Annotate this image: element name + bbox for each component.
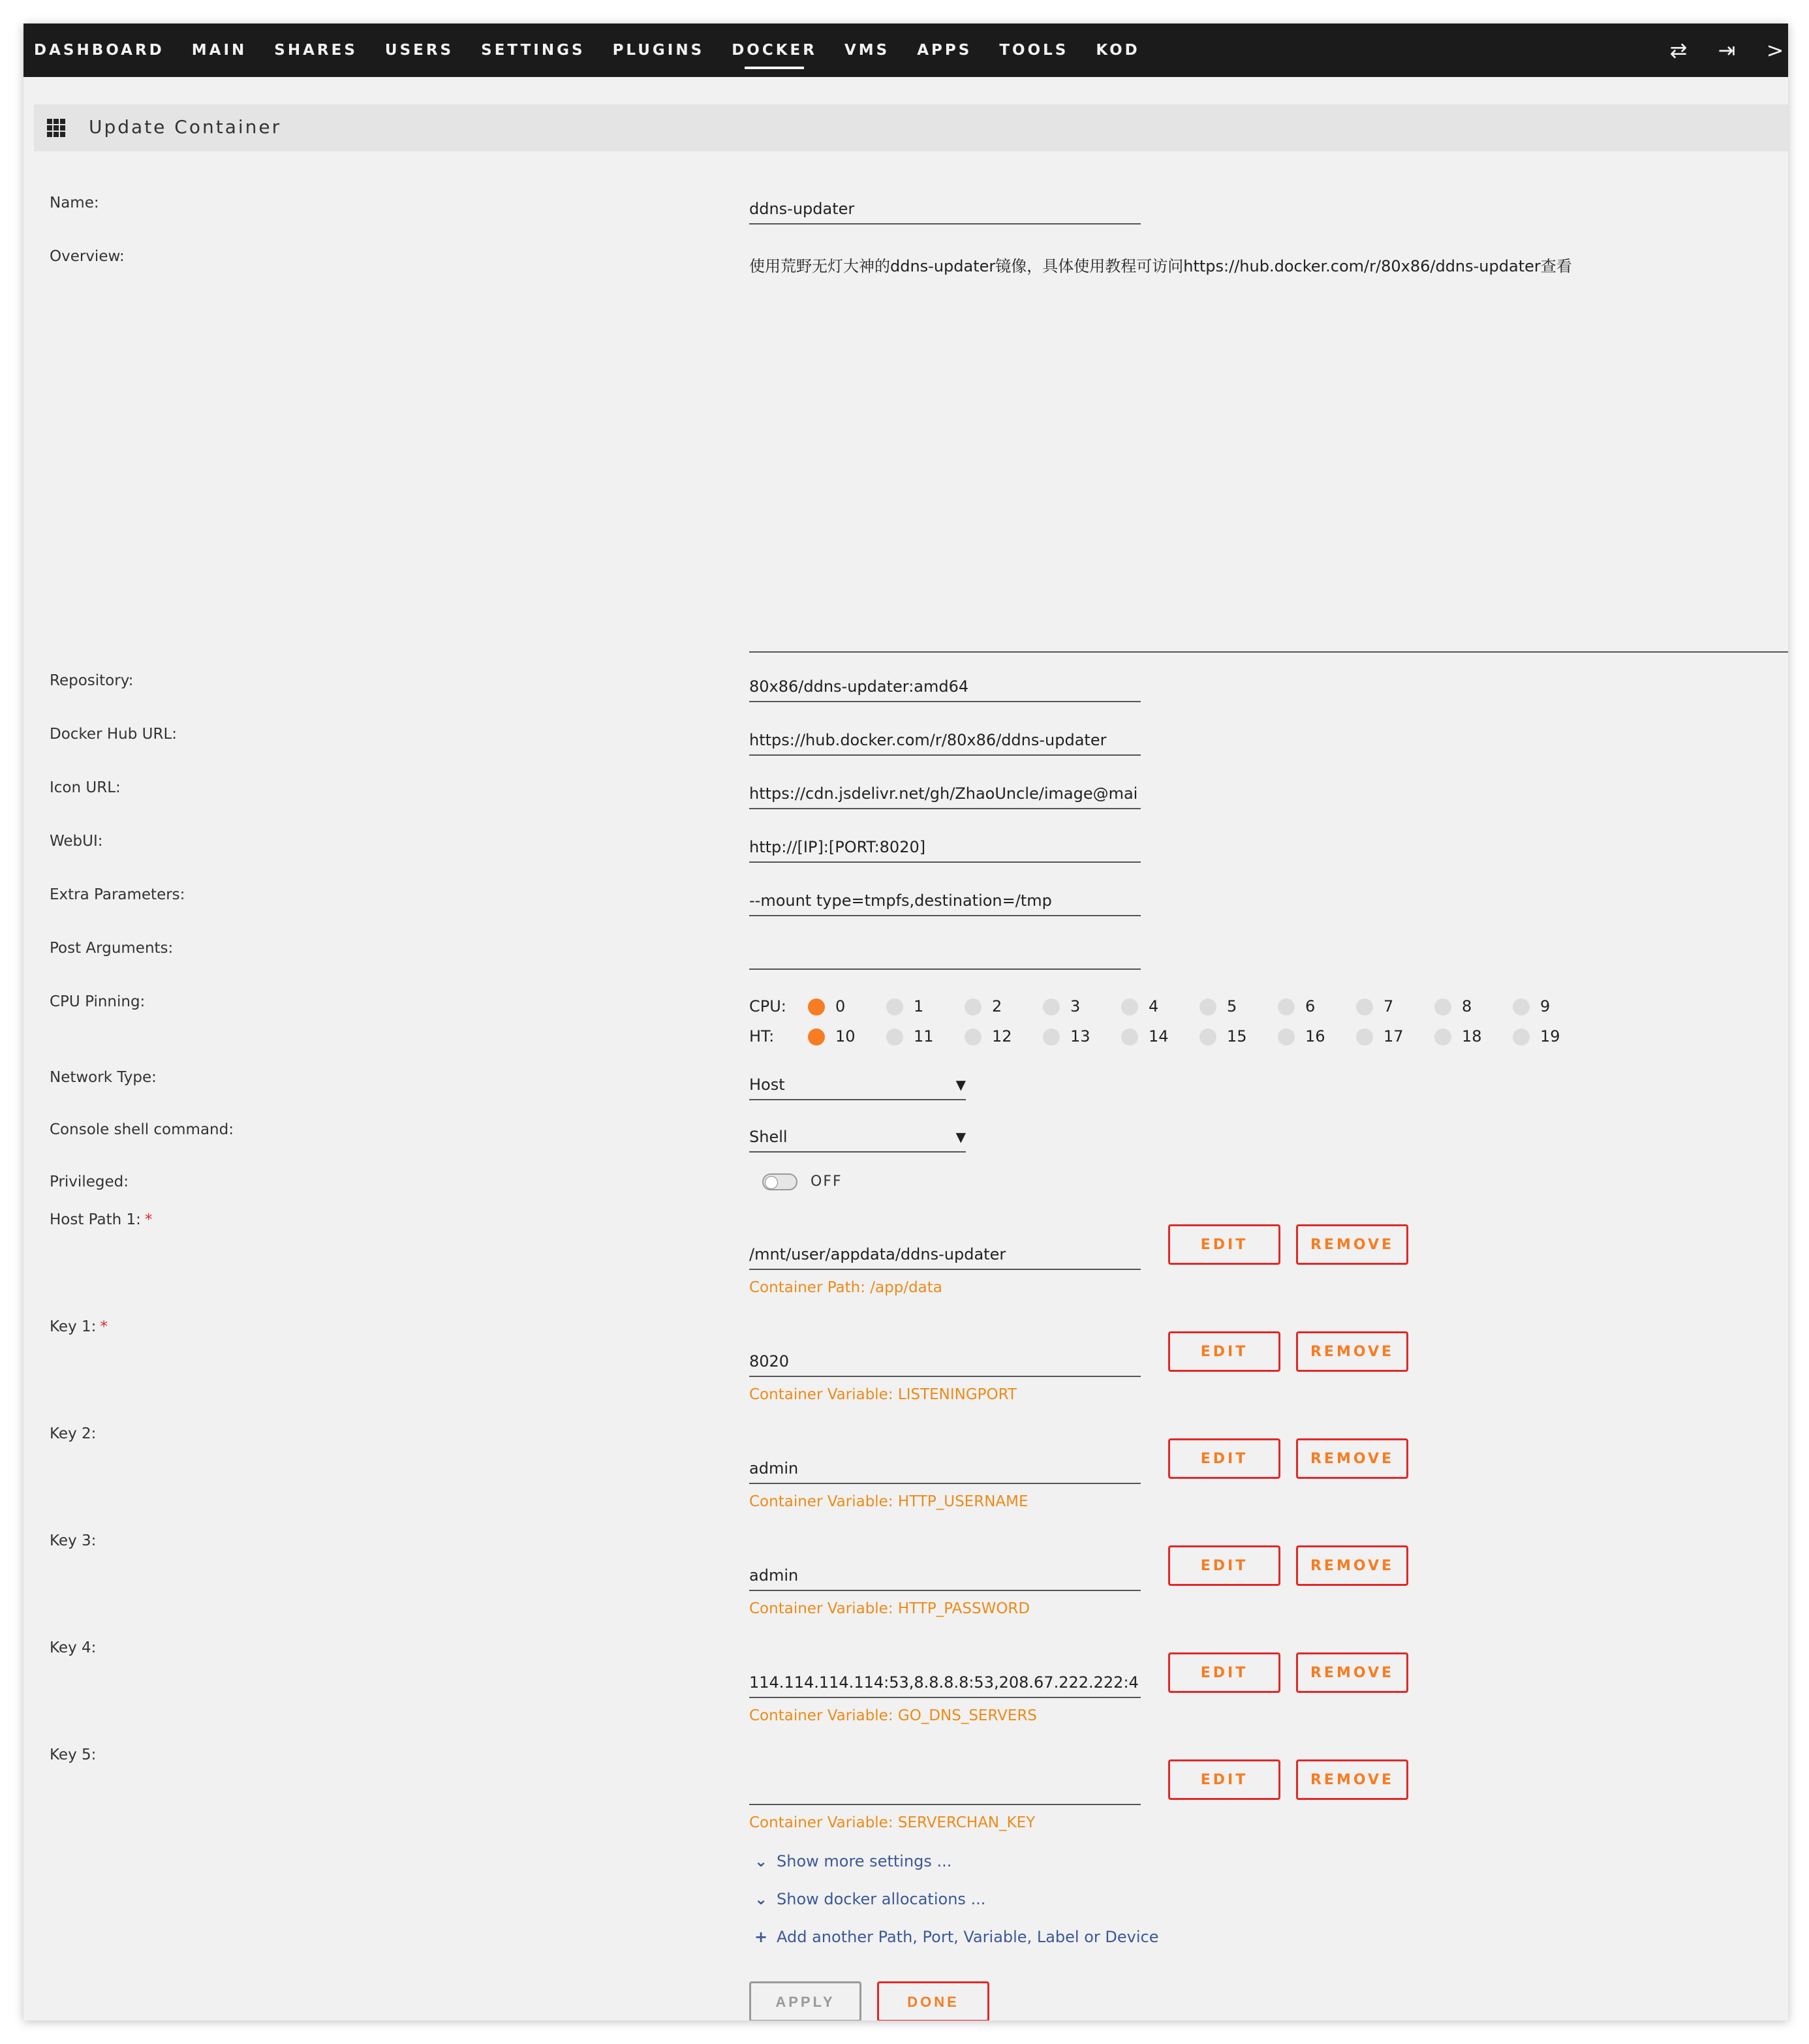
core-number: 5 (1227, 997, 1237, 1015)
core-number: 13 (1070, 1027, 1090, 1045)
core-radio[interactable] (886, 1029, 903, 1045)
nav-apps[interactable]: APPS (917, 42, 972, 59)
title-bar (34, 104, 1788, 151)
core-radio[interactable] (808, 999, 825, 1015)
toggle-knob (765, 1176, 778, 1189)
logout-icon[interactable]: ⇥ (1718, 38, 1736, 63)
core-number: 18 (1462, 1027, 1482, 1045)
nav-users[interactable]: USERS (384, 42, 454, 59)
dockerhub-url-input[interactable]: https://hub.docker.com/r/80x86/ddns-updater (749, 726, 1141, 756)
post-args-label: Post Arguments: (50, 940, 174, 957)
console-shell-select[interactable] (749, 1123, 966, 1153)
core-radio[interactable] (1199, 999, 1216, 1015)
icon-url-input[interactable]: https://cdn.jsdelivr.net/gh/ZhaoUncle/image@mai (749, 779, 1141, 809)
remove-button[interactable]: REMOVE (1296, 1438, 1408, 1479)
key-4-input[interactable]: 114.114.114.114:53,8.8.8.8:53,208.67.222.222:4 (749, 1668, 1141, 1698)
cpu-pinning-label: CPU Pinning: (50, 993, 146, 1010)
ht-row-label: HT: (749, 1027, 775, 1045)
config-hint: Container Variable: HTTP_PASSWORD (749, 1600, 1030, 1617)
core-radio[interactable] (1121, 999, 1138, 1015)
core-radio[interactable] (1356, 999, 1373, 1015)
core-radio[interactable] (1278, 999, 1295, 1015)
dropdown-arrow-icon: ▼ (955, 1129, 966, 1145)
ht-row (749, 1026, 1598, 1048)
nav-vms[interactable]: VMS (844, 42, 890, 59)
console-shell-label: Console shell command: (50, 1121, 234, 1138)
core-number: 12 (992, 1027, 1012, 1045)
config-hint: Container Variable: GO_DNS_SERVERS (749, 1707, 1038, 1724)
required-marker: * (144, 1211, 153, 1228)
config-label: Key 3: (50, 1532, 97, 1549)
console-shell-value: Shell (749, 1128, 788, 1146)
privileged-state: OFF (811, 1173, 843, 1190)
nav-plugins[interactable]: PLUGINS (612, 42, 705, 59)
overview-label: Overview: (50, 248, 125, 265)
core-number: 15 (1227, 1027, 1247, 1045)
key-1-input[interactable]: 8020 (749, 1347, 1141, 1377)
edit-button[interactable]: EDIT (1168, 1759, 1280, 1800)
core-radio[interactable] (1513, 999, 1530, 1015)
page-title: Update Container (89, 116, 282, 138)
core-number: 2 (992, 997, 1002, 1015)
repository-label: Repository: (50, 672, 134, 689)
dockerhub-url-label: Docker Hub URL: (50, 726, 178, 743)
config-label: Host Path 1: * (50, 1211, 153, 1228)
edit-button[interactable]: EDIT (1168, 1545, 1280, 1586)
dropdown-arrow-icon: ▼ (955, 1077, 966, 1092)
core-number: 1 (914, 997, 924, 1015)
key-5-input[interactable] (749, 1775, 1141, 1805)
core-number: 8 (1462, 997, 1472, 1015)
config-hint: Container Path: /app/data (749, 1279, 942, 1296)
extra-params-label: Extra Parameters: (50, 886, 185, 903)
core-radio[interactable] (1513, 1029, 1530, 1045)
network-type-label: Network Type: (50, 1069, 157, 1086)
core-radio[interactable] (1043, 999, 1060, 1015)
core-radio[interactable] (1278, 1029, 1295, 1045)
icon-url-label: Icon URL: (50, 779, 121, 796)
nav-menu (34, 23, 1167, 77)
required-marker: * (100, 1318, 108, 1335)
edit-button[interactable]: EDIT (1168, 1652, 1280, 1693)
nav-main[interactable]: MAIN (191, 42, 247, 59)
overview-text: 使用荒野无灯大神的ddns-updater镜像，具体使用教程可访问https://hub.docker.com/r/80x86/ddns-updater查看 (749, 257, 1572, 275)
chevron-down-icon: ⌄ (754, 1890, 768, 1908)
nav-dashboard[interactable]: DASHBOARD (34, 42, 164, 59)
key-2-input[interactable]: admin (749, 1454, 1141, 1484)
remove-button[interactable]: REMOVE (1296, 1759, 1408, 1800)
config-label: Key 2: (50, 1425, 97, 1442)
edit-button[interactable]: EDIT (1168, 1224, 1280, 1265)
post-args-input[interactable] (749, 940, 1141, 970)
config-label: Key 5: (50, 1746, 97, 1763)
overview-textarea[interactable] (749, 252, 1788, 653)
repository-input[interactable]: 80x86/ddns-updater:amd64 (749, 672, 1141, 702)
key-3-input[interactable]: admin (749, 1561, 1141, 1591)
config-hint: Container Variable: LISTENINGPORT (749, 1386, 1017, 1403)
show-docker-allocations-link[interactable]: ⌄ Show docker allocations ... (752, 1890, 985, 1908)
core-radio[interactable] (1356, 1029, 1373, 1045)
cpu-row-label: CPU: (749, 997, 786, 1015)
core-radio[interactable] (1434, 1029, 1451, 1045)
nav-settings[interactable]: SETTINGS (481, 42, 585, 59)
config-label: Key 1: * (50, 1318, 108, 1335)
core-number: 11 (914, 1027, 934, 1045)
privileged-toggle[interactable] (762, 1173, 797, 1190)
core-number: 19 (1540, 1027, 1560, 1045)
add-another-link[interactable]: + Add another Path, Port, Variable, Label or Device (752, 1928, 1158, 1946)
core-radio[interactable] (1121, 1029, 1138, 1045)
remove-button[interactable]: REMOVE (1296, 1545, 1408, 1586)
nav-docker[interactable]: DOCKER (732, 42, 817, 59)
nav-kod[interactable]: KOD (1096, 42, 1140, 59)
chevron-down-icon: ⌄ (754, 1852, 768, 1870)
extra-params-input[interactable]: --mount type=tmpfs,destination=/tmp (749, 886, 1141, 916)
webui-input[interactable]: http://[IP]:[PORT:8020] (749, 833, 1141, 863)
name-input[interactable]: ddns-updater (749, 194, 1141, 225)
plus-icon: + (754, 1928, 768, 1946)
core-number: 17 (1384, 1027, 1404, 1045)
core-number: 6 (1305, 997, 1316, 1015)
network-type-select[interactable] (749, 1070, 966, 1100)
nav-shares[interactable]: SHARES (274, 42, 358, 59)
terminal-icon[interactable]: > (1766, 38, 1784, 63)
network-type-value: Host (749, 1076, 785, 1094)
core-radio[interactable] (1199, 1029, 1216, 1045)
core-number: 4 (1149, 997, 1159, 1015)
webui-label: WebUI: (50, 833, 103, 850)
core-radio[interactable] (1043, 1029, 1060, 1045)
config-label: Key 4: (50, 1639, 97, 1656)
core-radio[interactable] (886, 999, 903, 1015)
feedback-icon[interactable]: ⇄ (1669, 38, 1688, 63)
edit-button[interactable]: EDIT (1168, 1331, 1280, 1372)
config-hint: Container Variable: SERVERCHAN_KEY (749, 1814, 1036, 1831)
host-path-1-input[interactable]: /mnt/user/appdata/ddns-updater (749, 1240, 1141, 1270)
core-number: 10 (835, 1027, 856, 1045)
config-hint: Container Variable: HTTP_USERNAME (749, 1493, 1028, 1510)
remove-button[interactable]: REMOVE (1296, 1652, 1408, 1693)
core-number: 3 (1070, 997, 1081, 1015)
remove-button[interactable]: REMOVE (1296, 1224, 1408, 1265)
core-number: 14 (1149, 1027, 1169, 1045)
app-frame (23, 23, 1788, 2021)
done-button[interactable]: DONE (877, 1981, 989, 2021)
core-number: 0 (835, 997, 846, 1015)
remove-button[interactable]: REMOVE (1296, 1331, 1408, 1372)
core-radio[interactable] (1434, 999, 1451, 1015)
show-more-settings-link[interactable]: ⌄ Show more settings ... (752, 1852, 951, 1870)
core-radio[interactable] (965, 999, 982, 1015)
core-number: 16 (1305, 1027, 1325, 1045)
core-radio[interactable] (808, 1029, 825, 1045)
nav-icon-group (1643, 23, 1788, 77)
privileged-label: Privileged: (50, 1173, 129, 1190)
cpu-row (749, 996, 1598, 1018)
nav-tools[interactable]: TOOLS (999, 42, 1069, 59)
core-number: 9 (1540, 997, 1551, 1015)
core-radio[interactable] (965, 1029, 982, 1045)
edit-button[interactable]: EDIT (1168, 1438, 1280, 1479)
core-number: 7 (1384, 997, 1394, 1015)
apply-button[interactable]: APPLY (749, 1981, 861, 2021)
grid-icon (47, 119, 65, 137)
top-navbar (23, 23, 1788, 77)
name-label: Name: (50, 194, 99, 211)
